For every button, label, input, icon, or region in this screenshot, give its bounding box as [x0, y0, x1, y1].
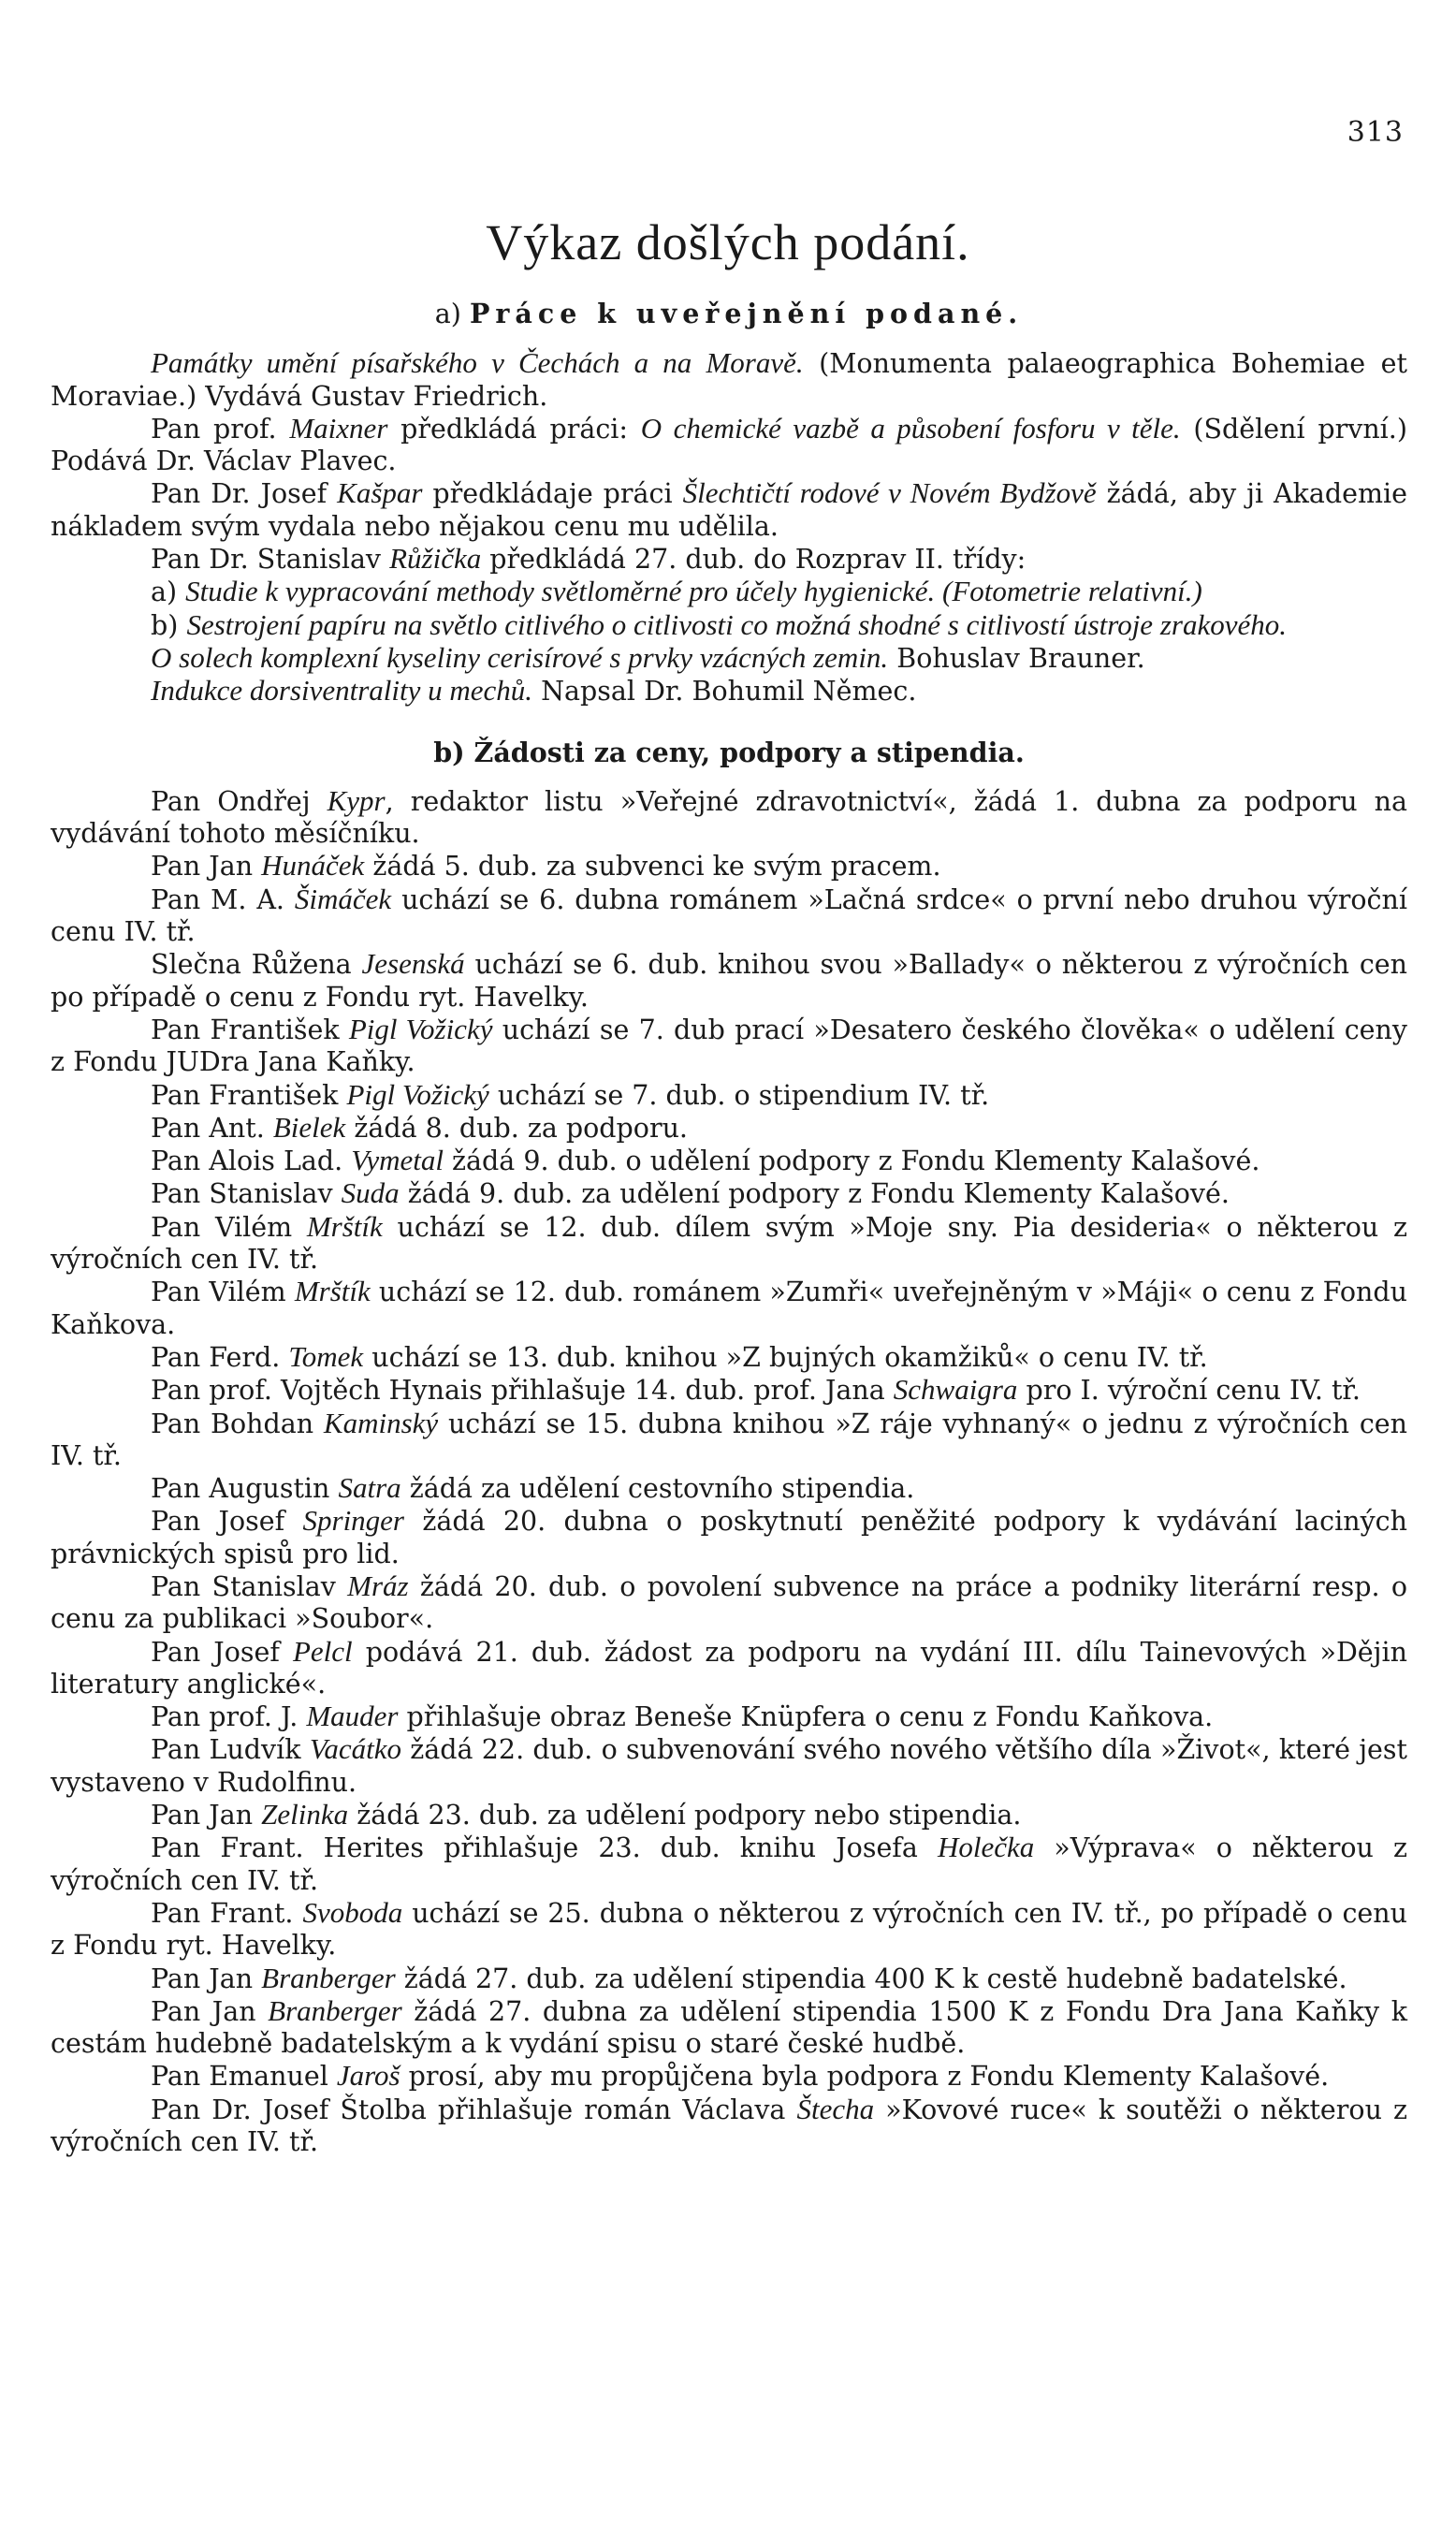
- entry-text: prosí, aby mu propůjčena byla podpora z Fondu Klementy Kalašové.: [400, 2061, 1330, 2093]
- section-a-list: [51, 347, 1407, 708]
- entry-text: Pan Jan: [151, 1963, 262, 1994]
- entry-italic-text: Kašpar: [337, 476, 423, 510]
- entry-italic-text: Mrštík: [294, 1275, 371, 1308]
- entry-text: b): [151, 609, 187, 641]
- entry-paragraph: [51, 1211, 1407, 1277]
- entry-italic-text: Bielek: [272, 1110, 346, 1144]
- entry-paragraph: [51, 1963, 1407, 1995]
- entry-paragraph: [51, 1733, 1407, 1799]
- entry-paragraph: [51, 1408, 1407, 1473]
- entry-italic-text: Pigl Vožický: [346, 1077, 489, 1111]
- section-a-title: Práce k uveřejnění podané.: [469, 298, 1024, 329]
- entry-paragraph: [51, 1897, 1407, 1963]
- entry-paragraph: [51, 1341, 1407, 1374]
- entry-italic-text: O solech komplexní kyseliny cerisírové s prvky vzácných zemin.: [151, 640, 889, 674]
- entry-text: žádá 9. dub. za udělení podpory z Fondu Klementy Kalašové.: [399, 1178, 1230, 1210]
- entry-paragraph: [51, 1145, 1407, 1177]
- entry-paragraph: [51, 477, 1407, 543]
- entry-italic-text: Satra: [338, 1471, 401, 1505]
- entry-text: Pan Emanuel: [151, 2061, 337, 2093]
- page-content: [51, 298, 1407, 2158]
- entry-italic-text: Vymetal: [351, 1144, 444, 1177]
- entry-text: přihlašuje obraz Beneše Knüpfera o cenu z Fondu Kaňkova.: [398, 1701, 1214, 1733]
- entry-text: Pan Ludvík: [151, 1734, 310, 1766]
- entry-text: »Výprava« o některou z výročních cen IV. tř.: [51, 1832, 1407, 1896]
- entry-italic-text: Jesenská: [361, 947, 465, 981]
- entry-text: uchází se 7. dub prací »Desatero českého člověka« o udělení ceny z Fondu JUDra Jana Kaňky.: [51, 1014, 1407, 1078]
- entry-paragraph: [51, 347, 1407, 413]
- entry-text: Napsal Dr. Bohumil Němec.: [532, 676, 917, 708]
- entry-text: a): [151, 576, 186, 608]
- entry-paragraph: [51, 576, 1407, 608]
- entry-italic-text: Indukce dorsiventrality u mechů.: [151, 674, 533, 708]
- entry-text: Pan Vilém: [151, 1211, 307, 1243]
- entry-italic-text: Branberger: [261, 1961, 396, 1994]
- entry-paragraph: [51, 1799, 1407, 1831]
- entry-paragraph: [51, 1374, 1407, 1407]
- entry-text: žádá 20. dub. o povolení subvence na práce a podniky literární resp. o cenu za publikaci »Soubor«.: [51, 1570, 1407, 1635]
- entry-italic-text: Hunáček: [261, 849, 365, 883]
- page-title: Výkaz došlých podání.: [486, 214, 970, 270]
- entry-text: žádá 8. dub. za podporu.: [345, 1112, 688, 1144]
- entry-text: Pan Bohdan: [151, 1408, 324, 1439]
- entry-text: Pan Frant.: [151, 1897, 303, 1929]
- entry-text: uchází se 6. dubna románem »Lačná srdce« o první nebo druhou výroční cenu IV. tř.: [51, 883, 1407, 948]
- entry-text: Pan František: [151, 1014, 349, 1045]
- entry-italic-text: Holečka: [937, 1831, 1035, 1864]
- entry-text: žádá 27. dub. za udělení stipendia 400 K k cestě hudebně badatelské.: [395, 1963, 1347, 1994]
- entry-text: žádá 27. dubna za udělení stipendia 1500 K z Fondu Dra Jana Kaňky k cestám hudebně badatelským a k vydání spisu o staré české hudbě.: [51, 1995, 1407, 2060]
- entry-text: Bohuslav Brauner.: [888, 642, 1145, 674]
- entry-italic-text: Jaroš: [336, 2059, 400, 2093]
- entry-text: předkládá práci:: [387, 413, 641, 445]
- entry-italic-text: Tomek: [288, 1339, 364, 1373]
- entry-italic-text: Sestrojení papíru na světlo citlivého o citlivosti co možná shodné s citlivostí ústroje zrakového.: [186, 607, 1287, 641]
- entry-text: Pan Ant.: [151, 1112, 273, 1144]
- entry-italic-text: Suda: [341, 1176, 400, 1210]
- section-b-list: [51, 785, 1407, 2158]
- entry-text: uchází se 25. dubna o některou z výročních cen IV. tř., po případě o cenu z Fondu ryt. Havelky.: [51, 1897, 1408, 1962]
- entry-text: Pan Jan: [151, 1995, 269, 2027]
- entry-text: uchází se 13. dub. knihou »Z bujných okamžiků« o cenu IV. tř.: [363, 1341, 1208, 1373]
- entry-text: Pan Jan: [151, 1800, 262, 1831]
- entry-italic-text: Pelcl: [292, 1634, 353, 1668]
- entry-text: žádá 9. dub. o udělení podpory z Fondu Klementy Kalašové.: [443, 1145, 1260, 1177]
- entry-text: uchází se 12. dub. dílem svým »Moje sny. Pia desideria« o některou z výročních cen IV. tř.: [51, 1211, 1407, 1276]
- entry-italic-text: Mauder: [306, 1700, 399, 1733]
- entry-text: Pan Stanislav: [151, 1178, 342, 1210]
- entry-italic-text: Zelinka: [261, 1798, 349, 1831]
- entry-paragraph: [51, 1472, 1407, 1505]
- entry-paragraph: [51, 1700, 1407, 1733]
- entry-italic-text: Mráz: [347, 1569, 409, 1602]
- entry-text: uchází se 6. dub. knihou svou »Ballady« o některou z výročních cen po případě o cenu z Fondu ryt. Havelky.: [51, 949, 1407, 1013]
- entry-italic-text: Schwaigra: [893, 1373, 1018, 1407]
- entry-text: (Sdělení první.) Podává Dr. Václav Plavec.: [51, 413, 1407, 477]
- entry-text: Pan Josef: [151, 1506, 303, 1538]
- entry-paragraph: [51, 2060, 1407, 2093]
- entry-text: Pan Vilém: [151, 1277, 295, 1308]
- entry-paragraph: [51, 1505, 1407, 1570]
- entry-italic-text: Šlechtičtí rodové v Novém Bydžově: [682, 476, 1097, 510]
- section-a-marker: a): [434, 299, 461, 329]
- entry-paragraph: [51, 2094, 1407, 2159]
- entry-paragraph: [51, 1636, 1407, 1701]
- entry-paragraph: [51, 413, 1407, 478]
- entry-text: Pan Dr. Josef Štolba přihlašuje román Václava: [151, 2094, 797, 2125]
- section-a-heading: [51, 298, 1407, 330]
- entry-italic-text: O chemické vazbě a působení fosforu v těle.: [640, 411, 1181, 445]
- entry-italic-text: Mrštík: [306, 1209, 383, 1243]
- entry-text: žádá 20. dubna o poskytnutí peněžité podpory k vydávání laciných právnických spisů pro lid.: [51, 1506, 1407, 1569]
- entry-text: uchází se 12. dub. románem »Zumři« uveřejněným v »Máji« o cenu z Fondu Kaňkova.: [51, 1277, 1407, 1340]
- entry-text: Pan prof. J.: [151, 1701, 307, 1733]
- entry-text: Pan Ondřej: [151, 785, 328, 817]
- entry-paragraph: [51, 948, 1407, 1014]
- entry-italic-text: Štecha: [796, 2092, 875, 2125]
- entry-italic-text: Šimáček: [294, 882, 392, 915]
- entry-paragraph: [51, 1995, 1407, 2061]
- entry-italic-text: Maixner: [289, 411, 388, 445]
- entry-text: žádá za udělení cestovního stipendia.: [400, 1473, 915, 1505]
- entry-text: , redaktor listu »Veřejné zdravotnictví«, žádá 1. dubna za podporu na vydávání tohoto měsíčníku.: [51, 785, 1407, 850]
- entry-paragraph: [51, 1831, 1407, 1897]
- entry-text: Pan Alois Lad.: [151, 1145, 352, 1177]
- entry-text: Pan M. A.: [151, 883, 295, 915]
- entry-text: uchází se 15. dubna knihou »Z ráje vyhnaný« o jednu z výročních cen IV. tř.: [51, 1408, 1407, 1471]
- entry-text: žádá 22. dub. o subvenování svého nového většího díla »Život«, které jest vystaveno v Rudolfinu.: [51, 1734, 1408, 1798]
- entry-text: Pan Dr. Josef: [151, 478, 338, 510]
- entry-text: Pan Ferd.: [151, 1341, 289, 1373]
- entry-text: podává 21. dub. žádost za podporu na vydání III. dílu Tainevových »Dějin literatury anglické«.: [51, 1636, 1407, 1700]
- entry-text: Pan prof. Vojtěch Hynais přihlašuje 14. dub. prof. Jana: [151, 1375, 894, 1407]
- entry-paragraph: [51, 675, 1407, 708]
- entry-paragraph: [51, 1079, 1407, 1112]
- entry-text: žádá, aby ji Akademie nákladem svým vydala nebo nějakou cenu mu udělila.: [51, 478, 1408, 542]
- section-b-heading: b) Žádosti za ceny, podpory a stipendia.: [433, 736, 1025, 768]
- entry-text: Pan František: [151, 1079, 347, 1111]
- entry-text: žádá 5. dub. za subvenci ke svým pracem.: [364, 851, 941, 883]
- entry-text: Pan Dr. Stanislav: [151, 544, 390, 576]
- entry-paragraph: [51, 1112, 1407, 1145]
- entry-text: Pan Augustin: [151, 1473, 339, 1505]
- page-number: 313: [1347, 116, 1404, 149]
- entry-paragraph: [51, 543, 1407, 576]
- entry-text: předkládá 27. dub. do Rozprav II. třídy:: [481, 544, 1026, 576]
- entry-paragraph: [51, 1570, 1407, 1636]
- entry-text: žádá 23. dub. za udělení podpory nebo stipendia.: [348, 1800, 1022, 1831]
- entry-italic-text: Památky umění písařského v Čechách a na Moravě.: [151, 346, 804, 380]
- entry-paragraph: [51, 1276, 1407, 1341]
- entry-paragraph: [51, 609, 1407, 642]
- entry-text: Pan Jan: [151, 851, 262, 883]
- entry-italic-text: Růžička: [389, 542, 482, 576]
- entry-text: uchází se 7. dub. o stipendium IV. tř.: [488, 1079, 990, 1111]
- entry-italic-text: Vacátko: [309, 1732, 401, 1766]
- entry-paragraph: [51, 1014, 1407, 1079]
- entry-text: Pan Josef: [151, 1636, 293, 1668]
- entry-italic-text: Kaminský: [323, 1406, 439, 1439]
- entry-paragraph: [51, 850, 1407, 883]
- entry-italic-text: Branberger: [268, 1993, 402, 2027]
- entry-paragraph: [51, 1177, 1407, 1210]
- entry-italic-text: Svoboda: [302, 1895, 403, 1929]
- entry-paragraph: [51, 883, 1407, 949]
- entry-paragraph: [51, 785, 1407, 851]
- entry-text: (Monumenta palaeographica Bohemiae et Moraviae.) Vydává Gustav Friedrich.: [51, 348, 1407, 412]
- entry-text: Pan prof.: [151, 413, 290, 445]
- entry-italic-text: Pigl Vožický: [348, 1012, 493, 1045]
- entry-text: pro I. výroční cenu IV. tř.: [1017, 1375, 1361, 1407]
- entry-italic-text: Springer: [302, 1504, 404, 1538]
- entry-text: Slečna Růžena: [151, 949, 362, 981]
- entry-text: Pan Frant. Herites přihlašuje 23. dub. knihu Josefa: [151, 1832, 938, 1864]
- entry-text: Pan Stanislav: [151, 1570, 348, 1602]
- entry-paragraph: [51, 642, 1407, 675]
- entry-italic-text: Kypr: [327, 783, 386, 817]
- entry-text: »Kovové ruce« k soutěži o některou z výročních cen IV. tř.: [51, 2094, 1407, 2158]
- entry-italic-text: Studie k vypracování methody světloměrné pro účely hygienické. (Fotometrie relativní.): [185, 575, 1202, 608]
- entry-text: předkládaje práci: [422, 478, 683, 510]
